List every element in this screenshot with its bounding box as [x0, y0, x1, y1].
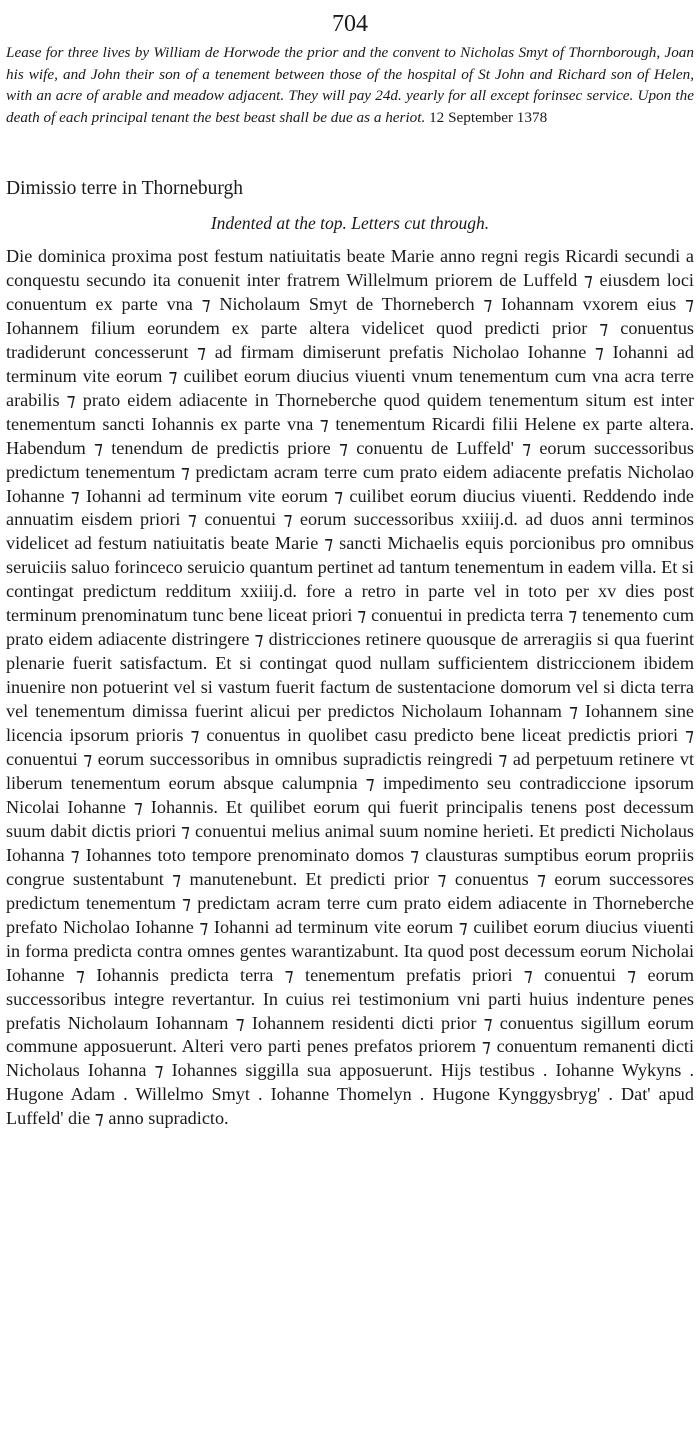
editorial-note: Indented at the top. Letters cut through.	[210, 213, 490, 233]
page-number: 704	[332, 11, 368, 37]
abstract-summary: Lease for three lives by William de Horwode the prior and the convent to Nicholas Smyt of Thornborough, Joan his wife, and John their son of a tenement between those of the hospital of St John and Richard son of Helen, with an acre of arable and meadow adjacent. They will pay 24d. yearly for all except forinsec service. Upon the death of each principal tenant the best beast shall be due as a heriot.	[6, 44, 694, 126]
english-abstract	[6, 42, 694, 128]
abstract-date: 12 September 1378	[425, 108, 548, 126]
document-title: Dimissio terre in Thorneburgh	[6, 178, 244, 199]
latin-text: Die dominica proxima post festum natiuitatis beate Marie anno regni regis Ricardi secundi a conquestu secundo ita conuenit inter fratrem Willelmum priorem de Luffeld ⁊ eiusdem loci conuentum ex parte vna ⁊ Nicholaum Smyt de Thorneberch ⁊ Iohannam vxorem eius ⁊ Iohannem filium eorundem ex parte altera videlicet quod predicti prior ⁊ conuentus tradiderunt concesserunt ⁊ ad firmam dimiserunt prefatis Nicholao Iohanne ⁊ Iohanni ad terminum vite eorum ⁊ cuilibet eorum diucius viuenti vnum tenementum cum vna acra terre arabilis ⁊ prato eidem adiacente in Thorneberche quod quidem tenementum situm est inter tenementum sancti Iohannis ex parte vna ⁊ tenementum Ricardi filii Helene ex parte altera. Habendum ⁊ tenendum de predictis priore ⁊ conuentu de Luffeld' ⁊ eorum successoribus predictum tenementum ⁊ predictam acram terre cum prato eidem adiacente prefatis Nicholao Iohanne ⁊ Iohanni ad terminum vite eorum ⁊ cuilibet eorum diucius viuenti. Reddendo inde annuatim eisdem priori ⁊ conuentui ⁊ eorum successoribus xxiiij.d. ad duos anni terminos videlicet ad festum natiuitatis beate Marie ⁊ sancti Michaelis equis porcionibus pro omnibus seruiciis saluo forinceco seruicio quantum pertinet ad tantum tenementum in eadem villa. Et si contingat predictum redditum xxiiij.d. fore a retro in parte vel in toto per xv dies post terminum prenominatum tunc bene liceat priori ⁊ conuentui in predicta terra ⁊ tenemento cum prato eidem adiacente distringere ⁊ districciones retinere quousque de arreragiis si qua fuerint plenarie fuerit satisfactum. Et si contingat quod nullam sufficientem districcionem ibidem inuenire non potuerint vel si vastum fuerit factum de sustentacione domorum vel si dicta terra vel tenementum dimissa fuerint alicui per predictos Nicholaum Iohannam ⁊ Iohannem sine licencia ipsorum prioris ⁊ conuentus in quolibet casu predicto bene liceat predictis priori ⁊ conuentui ⁊ eorum successoribus in omnibus supradictis reingredi ⁊ ad perpetuum retinere vt liberum tenementum eorum absque calumpnia ⁊ impedimento seu contradiccione ipsorum Nicolai Iohanne ⁊ Iohannis. Et quilibet eorum qui fuerit principalis tenens post decessum suum dabit dictis priori ⁊ conuentui melius animal suum nomine herieti. Et predicti Nicholaus Iohanna ⁊ Iohannes toto tempore prenominato domos ⁊ clausturas sumptibus eorum propriis congrue sustentabunt ⁊ manutenebunt. Et predicti prior ⁊ conuentus ⁊ eorum successores predictum tenementum ⁊ predictam acram terre cum prato eidem adiacente in Thorneberche prefato Nicholao Iohanne ⁊ Iohanni ad terminum vite eorum ⁊ cuilibet eorum diucius viuenti in forma predicta contra omnes gentes warantizabunt. Ita quod post decessum eorum Nicholai Iohanne ⁊ Iohannis predicta terra ⁊ tenementum prefatis priori ⁊ conuentui ⁊ eorum successoribus integre revertantur. In cuius rei testimonium vni parti huius indenture penes prefatis Nicholaum Iohannam ⁊ Iohannem residenti dicti prior ⁊ conuentus sigillum eorum commune apposuerunt. Alteri vero parti penes prefatos priorem ⁊ conuentum remanenti dicti Nicholaus Iohanna ⁊ Iohannes siggilla sua apposuerunt. Hijs testibus . Iohanne Wykyns . Hugone Adam . Willelmo Smyt . Iohanne Thomelyn . Hugone Kynggysbryg' . Dat' apud Luffeld' die ⁊ anno supradicto.	[6, 246, 694, 1129]
